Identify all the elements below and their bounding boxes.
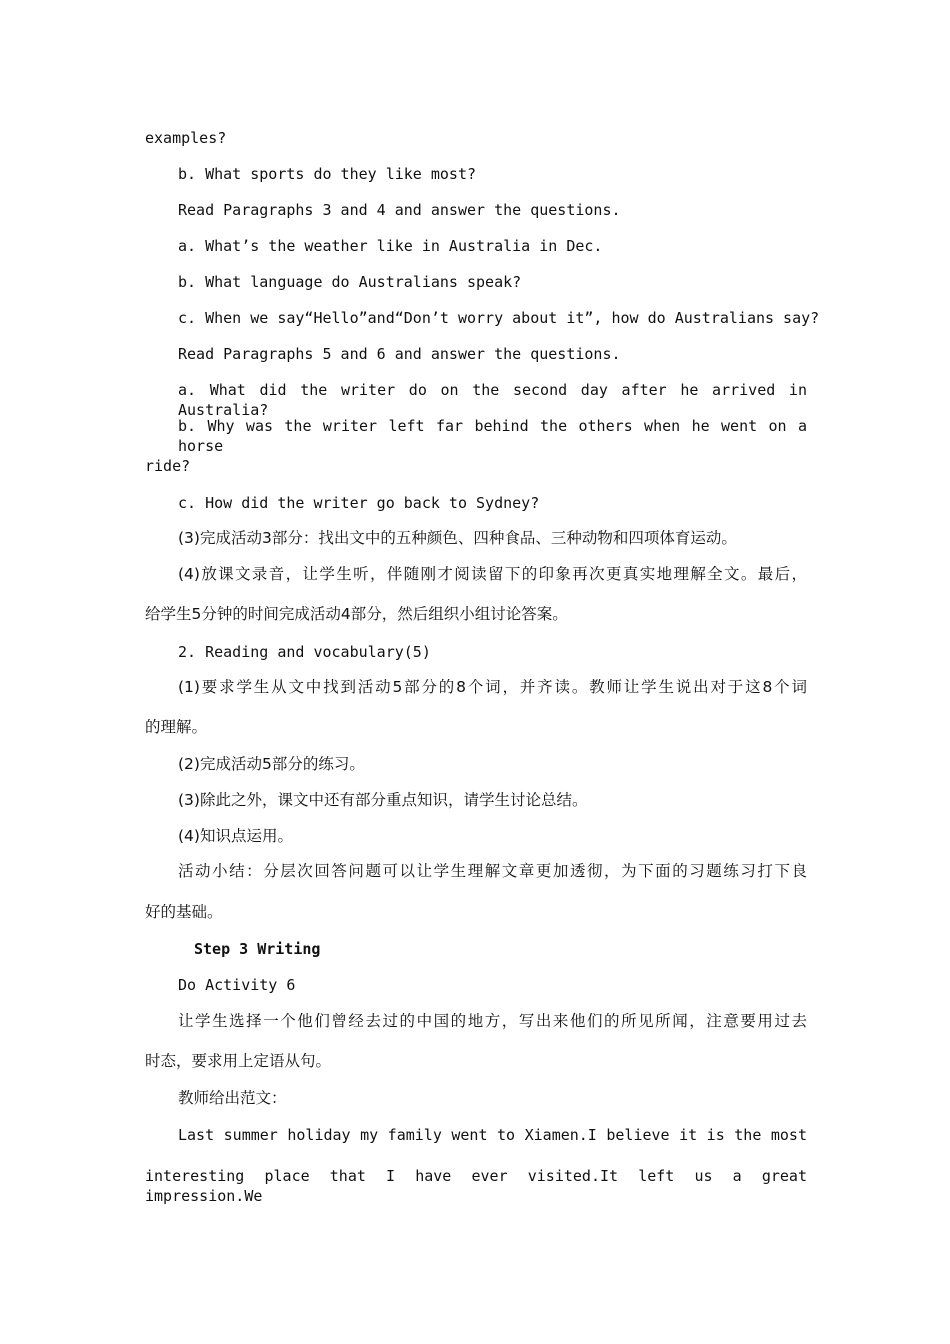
step-heading: Step 3 Writing [194, 940, 321, 958]
text-line: examples? [145, 129, 227, 147]
question-line: b. Why was the writer left far behind the others when he went on a horse [178, 417, 807, 455]
text-line: ride? [145, 457, 191, 475]
text-line: (4)放课文录音，让学生听，伴随刚才阅读留下的印象再次更真实地理解全文。最后， [178, 565, 807, 583]
sample-text-line: interesting place that I have ever visited.It left us a great impression.We [145, 1167, 807, 1205]
text-line: (1)要求学生从文中找到活动5部分的8个词，并齐读。教师让学生说出对于这8个词 [178, 678, 807, 696]
instruction-line: Read Paragraphs 3 and 4 and answer the questions. [178, 201, 621, 219]
text-line: 的理解。 [145, 718, 208, 736]
text-line: (4)知识点运用。 [178, 827, 293, 845]
instruction-line: Read Paragraphs 5 and 6 and answer the questions. [178, 345, 621, 363]
section-heading: 2. Reading and vocabulary(5) [178, 643, 431, 661]
question-line: a. What did the writer do on the second day after he arrived in Australia? [178, 381, 807, 419]
text-line: 活动小结：分层次回答问题可以让学生理解文章更加透彻，为下面的习题练习打下良 [178, 862, 807, 880]
text-line: (2)完成活动5部分的练习。 [178, 755, 365, 773]
question-line: c. When we say“Hello”and“Don’t worry about it”, how do Australians say? [178, 309, 820, 327]
text-line: Do Activity 6 [178, 976, 296, 994]
question-line: c. How did the writer go back to Sydney? [178, 494, 540, 512]
text-line: 教师给出范文： [178, 1089, 287, 1107]
question-line: b. What language do Australians speak? [178, 273, 522, 291]
question-line: b. What sports do they like most? [178, 165, 477, 183]
question-line: a. What’s the weather like in Australia in Dec. [178, 237, 603, 255]
sample-text-line: Last summer holiday my family went to Xiamen.I believe it is the most [178, 1126, 807, 1144]
text-line: (3)完成活动3部分：找出文中的五种颜色、四种食品、三种动物和四项体育运动。 [178, 529, 737, 547]
text-line: 给学生5分钟的时间完成活动4部分，然后组织小组讨论答案。 [145, 605, 568, 623]
text-line: 时态，要求用上定语从句。 [145, 1052, 332, 1070]
text-line: 好的基础。 [145, 903, 223, 921]
text-line: 让学生选择一个他们曾经去过的中国的地方，写出来他们的所见所闻，注意要用过去 [178, 1012, 807, 1030]
text-line: (3)除此之外，课文中还有部分重点知识，请学生讨论总结。 [178, 791, 588, 809]
